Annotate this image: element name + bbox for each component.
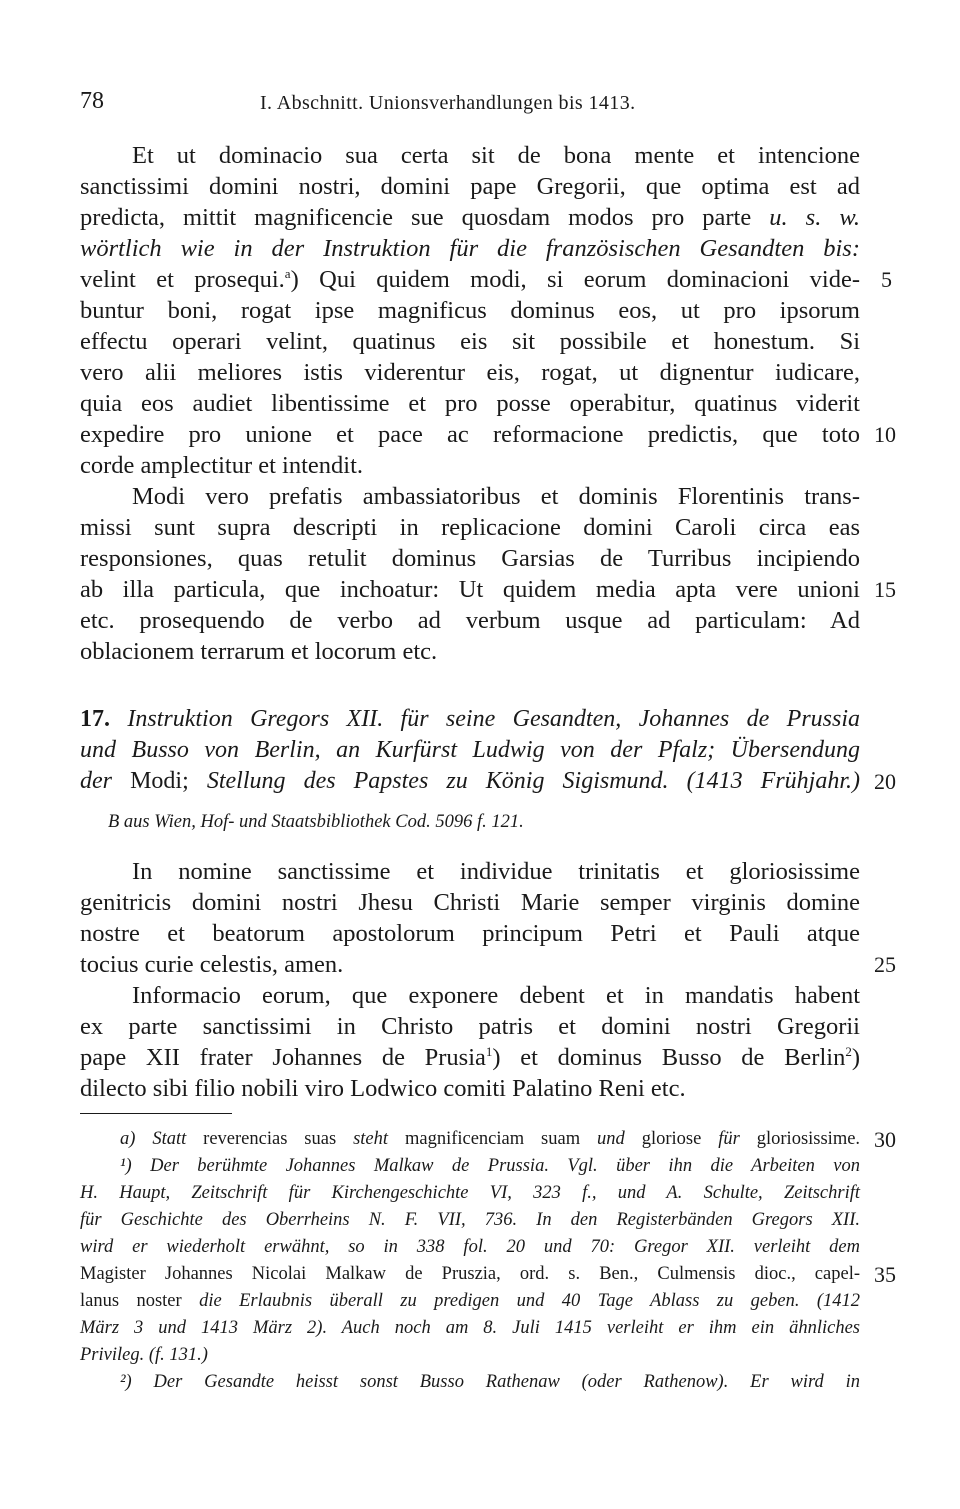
page-header xyxy=(80,88,860,118)
text-line: effectu operari velint, quatinus eis sit possibile et honestum. Si xyxy=(80,328,860,355)
text-line: tocius curie celestis, amen. 25 xyxy=(80,951,896,978)
text-line: predicta, mittit magnificencie sue quosdam modos pro parte u. s. w. xyxy=(80,204,861,231)
page-number: 78 xyxy=(80,88,104,114)
document-heading xyxy=(80,704,896,797)
line-number: 30 xyxy=(874,1127,896,1152)
footnotes xyxy=(80,1126,896,1396)
text-line: etc. prosequendo de verbo ad verbum usque ad particulam: Ad xyxy=(80,607,860,634)
source-note: B aus Wien, Hof- und Staatsbibliothek Cod. 5096 f. 121. xyxy=(108,812,524,832)
text-line: corde amplectitur et intendit. xyxy=(80,452,364,479)
footnote-a: a) Statt reverencias suas steht magnificenciam suam und gloriose für gloriosissime. 30 xyxy=(120,1127,896,1152)
footnote-divider xyxy=(80,1113,232,1114)
footnote-1: ¹) Der berühmte Johannes Malkaw de Prussia. Vgl. über ihn die Arbeiten von xyxy=(120,1156,860,1176)
line-number: 5 xyxy=(881,267,892,292)
text-line: dilecto sibi filio nobili viro Lodwico comiti Palatino Reni etc. xyxy=(80,1075,686,1102)
heading-line: und Busso von Berlin, an Kurfürst Ludwig von der Pfalz; Übersendung xyxy=(80,737,860,763)
line-number: 25 xyxy=(874,952,896,977)
text-line: expedire pro unione et pace ac reformacione predictis, que toto 10 xyxy=(80,421,896,448)
footnote-1: für Geschichte des Oberrheins N. F. VII, 736. In den Registerbänden Gregors XII. xyxy=(80,1210,860,1230)
line-number: 10 xyxy=(874,422,896,447)
text-line: pape XII frater Johannes de Prusia$^1$) et dominus Busso de Berlin$^2$) xyxy=(80,1044,861,1071)
text-line: sanctissimi domini nostri, domini pape Gregorii, que optima est ad xyxy=(80,173,860,200)
footnote-1: wird er wiederholt erwähnt, so in 338 fol. 20 und 70: Gregor XII. verleiht dem xyxy=(80,1237,860,1257)
line-number: 20 xyxy=(874,769,896,794)
text-line: In nomine sanctissime et individue trinitatis et gloriosissime xyxy=(132,858,860,885)
text-line: Et ut dominacio sua certa sit de bona mente et intencione xyxy=(132,142,860,169)
text-line: genitricis domini nostri Jhesu Christi Marie semper virginis domine xyxy=(80,889,860,916)
heading-line: der Modi; Stellung des Papstes zu König Sigismund. (1413 Frühjahr.) 20 xyxy=(80,766,860,797)
footnote-1: H. Haupt, Zeitschrift für Kirchengeschichte VI, 323 f., und A. Schulte, Zeitschrift xyxy=(80,1183,860,1203)
document-text xyxy=(80,856,896,1104)
text-line: vero alii meliores istis viderentur eis, rogat, ut dignentur iudicare, xyxy=(80,359,860,386)
text-line: ab illa particula, que inchoatur: Ut quidem media apta vere unioni 15 xyxy=(80,576,896,603)
text-line: responsiones, quas retulit dominus Garsias de Turribus incipiendo xyxy=(80,545,860,572)
running-title: I. Abschnitt. Unionsverhandlungen bis 1413. xyxy=(260,92,636,114)
text-line: Modi vero prefatis ambassiatoribus et dominis Florentinis trans- xyxy=(132,483,860,510)
line-number: 15 xyxy=(874,577,896,602)
footnote-1: lanus noster die Erlaubnis überall zu predigen und 40 Tage Ablass zu geben. (1412 xyxy=(80,1291,861,1311)
text-line: wörtlich wie in der Instruktion für die französischen Gesandten bis: xyxy=(80,235,860,262)
main-text xyxy=(80,140,896,667)
text-line: oblacionem terrarum et locorum etc. xyxy=(80,638,438,665)
footnote-1: Privileg. (f. 131.) xyxy=(80,1345,208,1365)
document-number: 17. xyxy=(80,706,110,732)
line-number: 35 xyxy=(874,1262,896,1287)
footnote-2: ²) Der Gesandte heisst sonst Busso Rathenaw (oder Rathenow). Er wird in xyxy=(120,1372,860,1392)
footnote-1: März 3 und 1413 März 2). Auch noch am 8. Juli 1415 verleiht er ihm ein ähnliches xyxy=(80,1318,860,1338)
text-line: buntur boni, rogat ipse magnificus dominus eos, ut pro ipsorum xyxy=(80,297,860,324)
text-line: quia eos audiet libentissime et pro posse operabitur, quatinus viderit xyxy=(80,390,860,417)
text-line: nostre et beatorum apostolorum principum Petri et Pauli atque xyxy=(80,920,860,947)
text-line: ex parte sanctissimi in Christo patris et domini nostri Gregorii xyxy=(80,1013,860,1040)
text-line: Informacio eorum, que exponere debent et in mandatis habent xyxy=(132,982,860,1009)
text-line: missi sunt supra descripti in replicacione domini Caroli circa eas xyxy=(80,514,860,541)
text-line: velint et prosequi.$^a$) Qui quidem modi, si eorum dominacioni vide- 5 xyxy=(80,266,892,293)
heading-line: 17. Instruktion Gregors XII. für seine Gesandten, Johannes de Prussia xyxy=(80,706,861,732)
footnote-1: Magister Johannes Nicolai Malkaw de Pruszia, ord. s. Ben., Culmensis dioc., capel- 35 xyxy=(80,1262,896,1287)
